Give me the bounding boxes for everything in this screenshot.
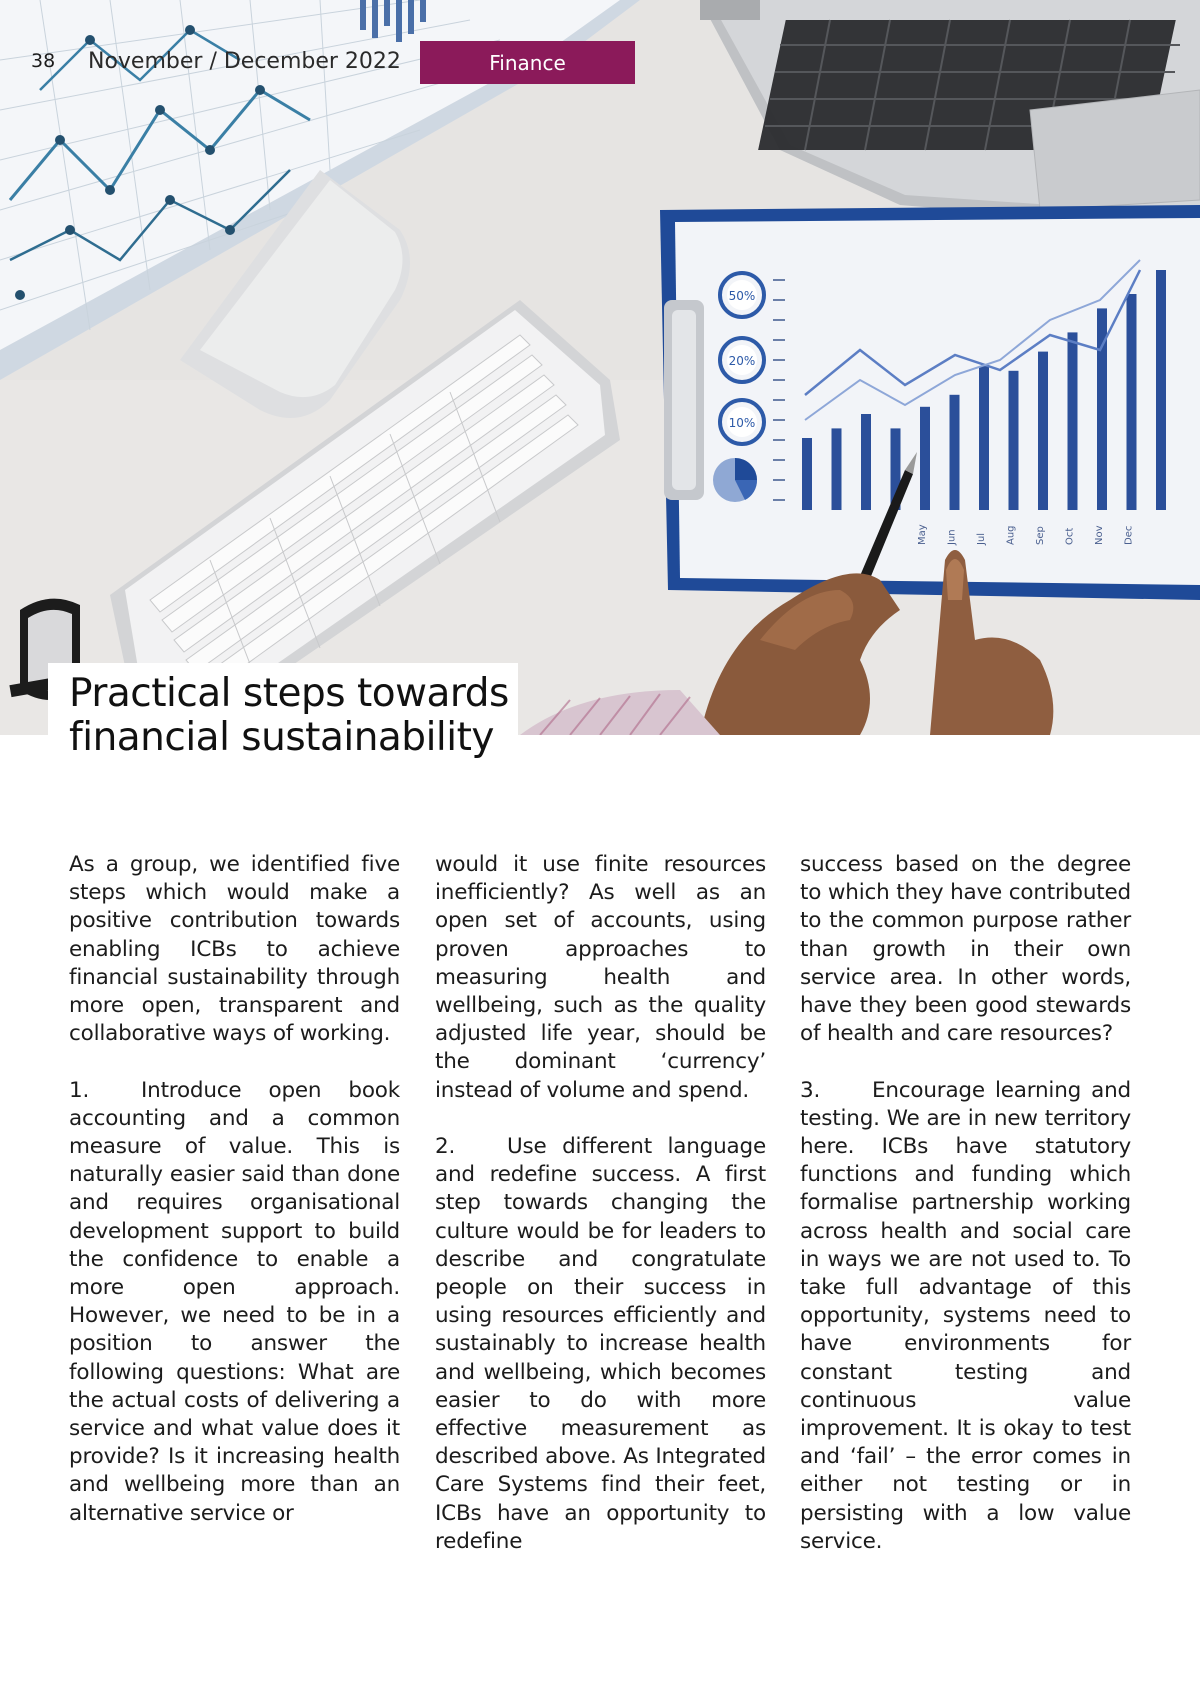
hero-month-label: Sep (1035, 526, 1046, 545)
step-1-number: 1. (69, 1077, 90, 1103)
hero-month-label: Nov (1094, 525, 1105, 545)
hero-month-label: Jun (946, 529, 958, 545)
hero-bar (920, 407, 930, 510)
chart-label-20: 20% (728, 354, 756, 368)
hero-bar (950, 395, 960, 510)
issue-date: November / December 2022 (88, 49, 401, 74)
article-title-line-1: Practical steps towards (69, 671, 509, 716)
step-2-number: 2. (435, 1134, 456, 1160)
hero-month-label: Dec (1123, 525, 1135, 545)
hero-bar (802, 438, 812, 510)
page-number: 38 (31, 50, 56, 72)
intro-paragraph: As a group, we identified five steps which would make a positive contribution towards enabling ICBs to achieve financial sustainability through more open, transparent and collaborative ways of working. (69, 852, 400, 1047)
hero-month-label: May (917, 524, 928, 545)
hero-bar (861, 414, 871, 510)
hero-month-label: Oct (1064, 527, 1076, 545)
body-column-1 (69, 851, 400, 1528)
step-1-text: Introduce open book accounting and a common measure of value. This is naturally easier said than done and requires organisational development support to build the confidence to enable a more open approach. However, we need to be in a position to answer the following questions: What are the actual costs of delivering a service and what value does it provide? Is it increasing health and wellbeing more than an alternative service or (69, 1077, 400, 1526)
hero-bar (832, 428, 842, 510)
chart-label-50: 50% (728, 289, 756, 303)
step-1-paragraph (69, 1077, 400, 1528)
hero-bar (979, 366, 989, 510)
article-title-line-2: financial sustainability (69, 715, 494, 760)
chart-label-10: 10% (728, 416, 756, 430)
hero-bar (1009, 371, 1019, 510)
step-1-continued: would it use finite resources inefficiently? As well as an open set of accounts, using proven approaches to measuring health and wellbeing, such as the quality adjusted life year, should be the dominant ‘currency’ instead of volume and spend. (435, 852, 766, 1103)
hero-month-label: Aug (1005, 525, 1017, 545)
body-column-3 (800, 851, 1131, 1556)
step-3-text: Encourage learning and testing. We are in new territory here. ICBs have statutory functions and funding which formalise partnership working across health and social care in ways we are not used to. To take full advantage of this opportunity, systems need to have environments for constant testing and continuous value improvement. It is okay to test and ‘fail’ – the error comes in either not testing or in persisting with a low value service. (800, 1077, 1131, 1554)
hero-bar (1038, 352, 1048, 510)
section-tag: Finance (420, 41, 635, 84)
step-2-text: Use different language and redefine success. A first step towards changing the culture would be for leaders to describe and congratulate people on their success in using resources efficiently and sustainably to increase health and wellbeing, which becomes easier to do with more effective measurement as described above. As Integrated Care Systems find their feet, ICBs have an opportunity to redefine (435, 1134, 766, 1554)
step-3-paragraph (800, 1077, 1131, 1556)
clipboard-illustration (660, 205, 1200, 600)
hero-month-label: Jul (976, 532, 987, 545)
hero-bar (1156, 270, 1166, 510)
step-2-paragraph (435, 1133, 766, 1556)
hero-bar (1127, 294, 1137, 510)
step-3-number: 3. (800, 1077, 821, 1103)
hero-photo (0, 0, 1200, 735)
hero-bar (1068, 332, 1078, 510)
body-column-2 (435, 851, 766, 1556)
step-2-continued: success based on the degree to which they have contributed to the common purpose rather than growth in their own service area. In other words, have they been good stewards of health and care resources? (800, 852, 1131, 1047)
